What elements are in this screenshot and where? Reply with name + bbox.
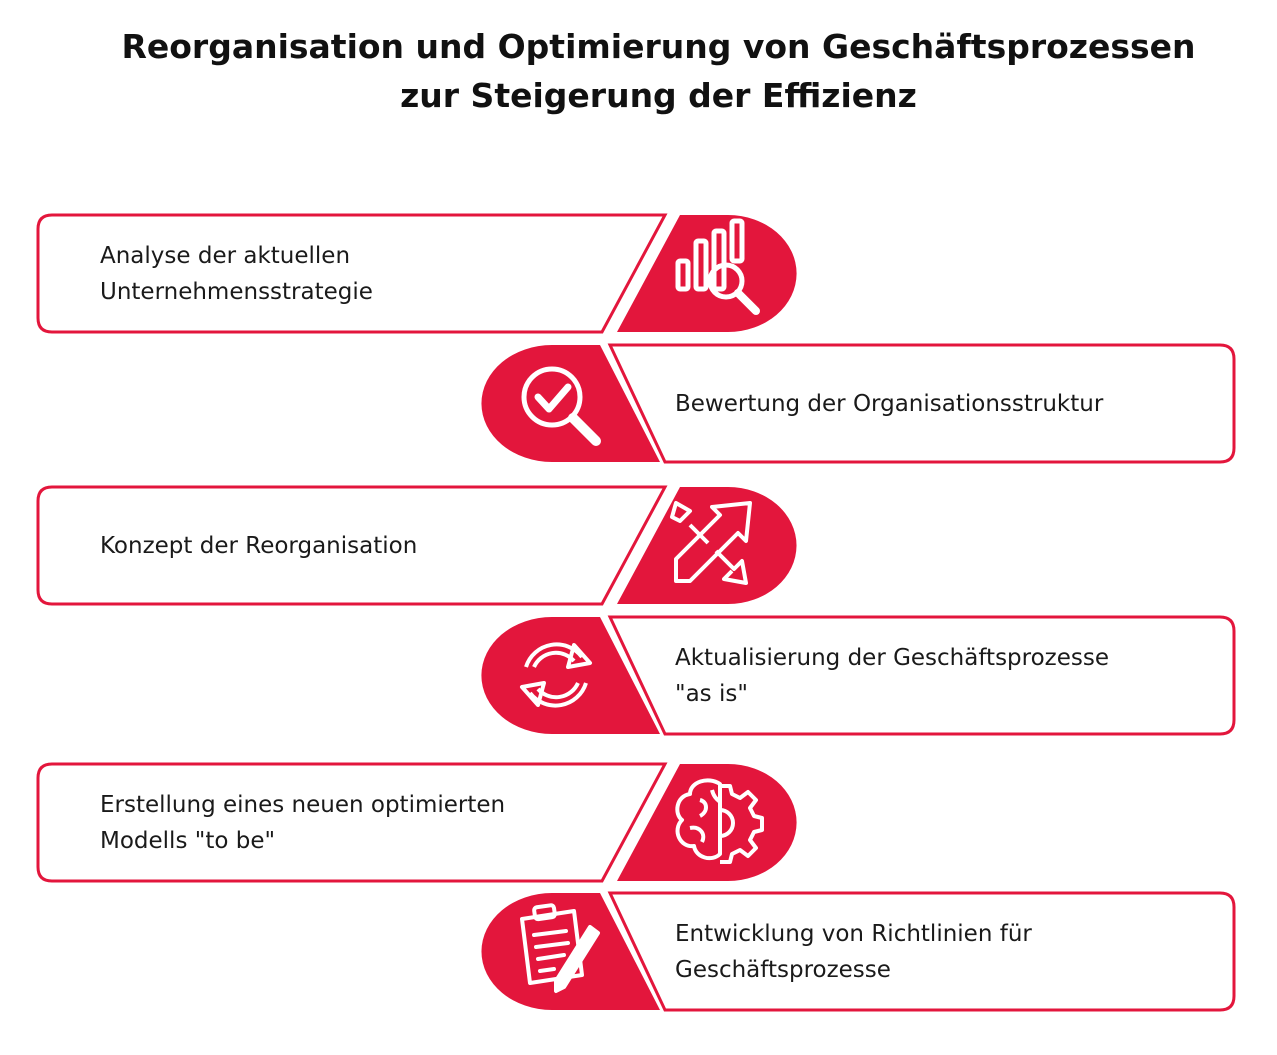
step-1-label: Analyse der aktuellen Unternehmensstrategie (100, 242, 373, 305)
step-4-label: Aktualisierung der Geschäftsprozesse "as is" (675, 644, 1110, 707)
step-5-label: Erstellung eines neuen optimierten Modells "to be" (100, 791, 506, 854)
step-2-label: Bewertung der Organisationsstruktur (675, 390, 1104, 417)
step-6-label: Entwicklung von Richtlinien für Geschäftsprozesse (675, 920, 1032, 983)
step-3-label: Konzept der Reorganisation (100, 532, 418, 559)
title-line-1: Reorganisation und Optimierung von Geschäftsprozessen (121, 27, 1196, 66)
title-line-2: zur Steigerung der Effizienz (400, 76, 917, 115)
